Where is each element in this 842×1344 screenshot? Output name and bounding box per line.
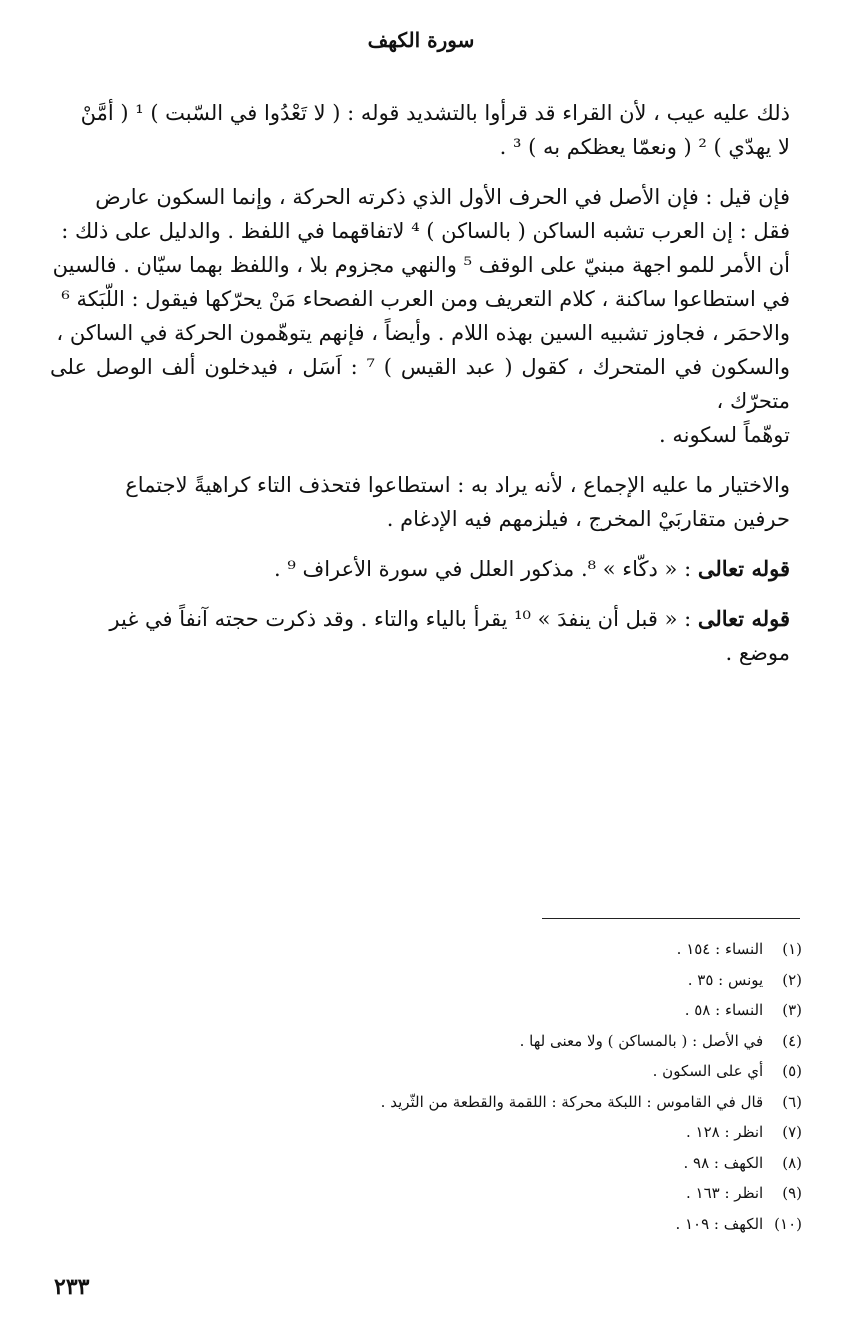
footnote [62, 1087, 802, 1118]
footnote-number: (٢) [782, 970, 802, 989]
footnote-text: انظر : ١٢٨ . [685, 1123, 764, 1141]
footnote [62, 1148, 802, 1179]
footnote-number: (١) [782, 940, 802, 958]
verse-lead: قوله تعالى [697, 606, 790, 631]
footnote-text: في الأصل : ( بالمساكن ) ولا معنى لها . [519, 1031, 764, 1050]
footnote [62, 965, 802, 996]
footnote [62, 1026, 802, 1057]
footnote-text: الكهف : ١٠٩ . [675, 1214, 764, 1233]
footnote-number: (١٠) [774, 1214, 802, 1233]
footnote-number: (٧) [782, 1123, 802, 1141]
text-line: حرفين متقاربَيْ المخرج ، فيلزمهم فيه الإدغام . [386, 507, 790, 531]
footnote-text: يونس : ٣٥ . [687, 970, 764, 989]
text-line [50, 602, 790, 636]
text-segment: : « قبل أن ينفدَ » ¹⁰ يقرأ بالياء والتاء . وقد ذكرت حجته آنفاً في غير [109, 607, 692, 631]
verse-lead: قوله تعالى [697, 556, 790, 581]
footnotes [62, 934, 802, 1239]
text-line: فإن قيل : فإن الأصل في الحرف الأول الذي ذكرته الحركة ، وإنما السكون عارض [95, 185, 790, 209]
paragraph [50, 180, 790, 452]
footnote-number: (٦) [782, 1092, 802, 1111]
page-number: ٢٣٣ [54, 1274, 90, 1300]
footnote-number: (٨) [782, 1153, 802, 1172]
text-line: والسكون في المتحرك ، كقول ( عبد القيس ) ⁷ : اَسَل ، فيدخلون ألف الوصل على متحرّك ، [50, 355, 790, 413]
footnote-number: (٣) [782, 1001, 802, 1019]
footnote-number: (٤) [782, 1031, 802, 1050]
text-line [50, 552, 790, 586]
text-line: توهّماً لسكونه . [658, 423, 790, 447]
paragraph [50, 468, 790, 536]
main-text [50, 96, 790, 686]
text-line: في استطاعوا ساكنة ، كلام التعريف ومن العرب الفصحاء مَنْ يحرّكها فيقول : اللّبَكة ⁶ [61, 287, 790, 311]
text-line: والاحمَر ، فجاوز تشبيه السين بهذه اللام . وأيضاً ، فإنهم يتوهّمون الحركة في الساكن ، [56, 321, 790, 345]
footnote-text: النساء : ٥٨ . [684, 1001, 764, 1019]
paragraph [50, 96, 790, 164]
text-line: أن الأمر للمو اجهة مبنيّ على الوقف ⁵ والنهي مجزوم بلا ، واللفظ بهما سيّان . فالسين [52, 253, 790, 277]
text-segment: : « دكّاء » ⁸. مذكور العلل في سورة الأعراف ⁹ . [273, 557, 692, 581]
footnote [62, 995, 802, 1026]
text-line: لا يهدّي ) ² ( ونعمّا يعظكم به ) ³ . [499, 135, 790, 159]
text-line: والاختيار ما عليه الإجماع ، لأنه يراد به : استطاعوا فتحذف التاء كراهيةً لاجتماع [125, 473, 790, 497]
text-line: موضع . [725, 641, 790, 665]
paragraph [50, 602, 790, 670]
text-line: فقل : إن العرب تشبه الساكن ( بالساكن ) ⁴ لاتفاقهما في اللفظ . والدليل على ذلك : [61, 219, 790, 243]
footnote [62, 1178, 802, 1209]
page-header-title: سورة الكهف [367, 28, 475, 52]
footnote [62, 1056, 802, 1087]
footnote-number: (٩) [782, 1184, 802, 1202]
paragraph [50, 552, 790, 586]
footnote-divider [542, 918, 800, 919]
footnote-text: انظر : ١٦٣ . [685, 1184, 764, 1202]
footnote-text: قال في القاموس : اللبكة محركة : اللقمة والقطعة من الثّريد . [380, 1092, 764, 1111]
footnote-number: (٥) [782, 1062, 802, 1080]
text-line: ذلك عليه عيب ، لأن القراء قد قرأوا بالتشديد قوله : ( لا تَعْدُوا في السّبت ) ¹ ( أمَّنْ [80, 101, 790, 125]
footnote-text: أي على السكون . [652, 1062, 764, 1080]
footnote [62, 1209, 802, 1240]
footnote [62, 934, 802, 965]
footnote-text: الكهف : ٩٨ . [683, 1153, 764, 1172]
footnote-text: النساء : ١٥٤ . [676, 940, 764, 958]
footnote [62, 1117, 802, 1148]
